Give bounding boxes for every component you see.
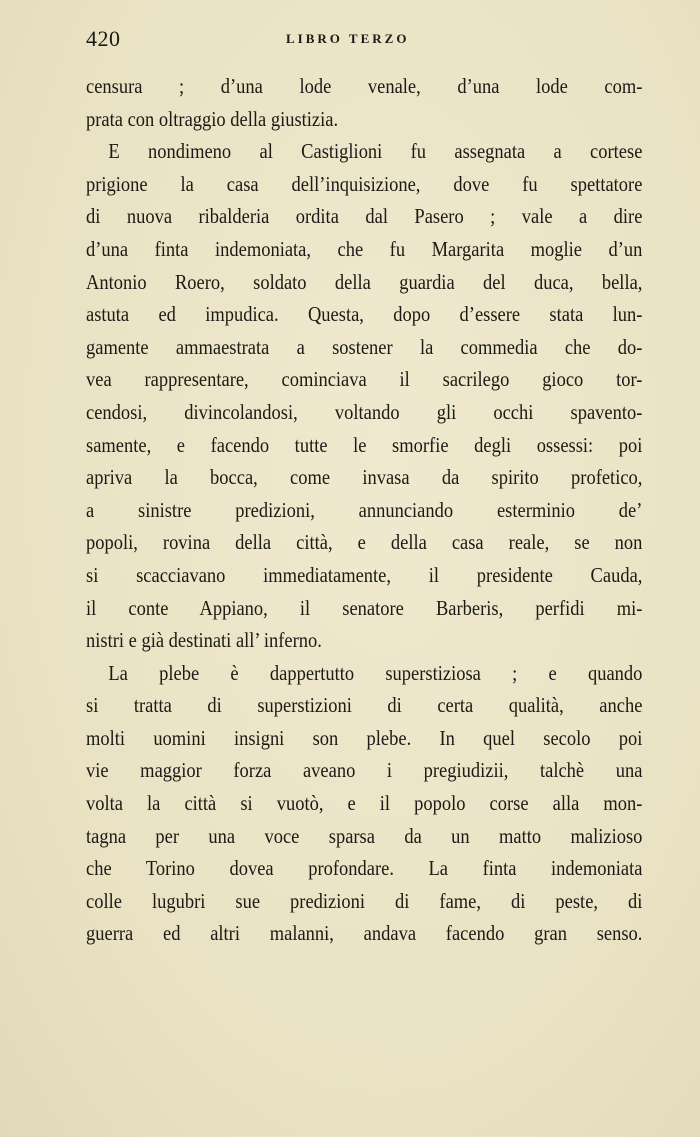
text-line: Antonio Roero, soldato della guardia del duca, bella, (86, 269, 643, 294)
text-line: volta la città si vuotò, e il popolo corse alla mon- (86, 791, 643, 816)
text-line: si tratta di superstizioni di certa qualità, anche (86, 693, 643, 718)
text-line: apriva la bocca, come invasa da spirito profetico, (86, 465, 643, 490)
text-line: di nuova ribalderia ordita dal Pasero ; vale a dire (86, 204, 643, 229)
text-line: astuta ed impudica. Questa, dopo d’essere stata lun- (86, 302, 643, 327)
text-line: colle lugubri sue predizioni di fame, di peste, di (86, 888, 643, 913)
text-line: d’una finta indemoniata, che fu Margarita moglie d’un (86, 236, 643, 261)
text-line: popoli, rovina della città, e della casa reale, se non (86, 530, 643, 555)
text-line: vea rappresentare, cominciava il sacrilego gioco tor- (86, 367, 643, 392)
text-line: tagna per una voce sparsa da un matto malizioso (86, 823, 643, 848)
text-line: gamente ammaestrata a sostener la commedia che do- (86, 334, 643, 359)
text-line: nistri e già destinati all’ inferno. (86, 628, 322, 653)
text-line: samente, e facendo tutte le smorfie degli ossessi: poi (86, 432, 643, 457)
text-line: La plebe è dappertutto superstiziosa ; e quando (108, 660, 643, 685)
text-line: che Torino dovea profondare. La finta indemoniata (86, 856, 643, 881)
running-title: LIBRO TERZO (286, 31, 410, 46)
text-line: prata con oltraggio della giustizia. (86, 106, 339, 131)
text-line: E nondimeno al Castiglioni fu assegnata a cortese (108, 139, 643, 164)
text-line: molti uomini insigni son plebe. In quel secolo poi (86, 725, 643, 750)
running-head (86, 26, 641, 54)
text-line: guerra ed altri malanni, andava facendo gran senso. (86, 921, 643, 946)
text-line: il conte Appiano, il senatore Barberis, perfidi mi- (86, 595, 643, 620)
text-line: censura ; d’una lode venale, d’una lode com- (86, 74, 643, 98)
body-text (86, 70, 643, 950)
text-line: si scacciavano immediatamente, il presidente Cauda, (86, 562, 643, 587)
text-line: prigione la casa dell’inquisizione, dove fu spettatore (86, 171, 643, 196)
text-line: vie maggior forza aveano i pregiudizii, talchè una (86, 758, 643, 783)
text-line: a sinistre predizioni, annunciando esterminio de’ (86, 497, 643, 522)
text-line: cendosi, divincolandosi, voltando gli occhi spavento- (86, 399, 643, 424)
page-number: 420 (86, 26, 121, 51)
